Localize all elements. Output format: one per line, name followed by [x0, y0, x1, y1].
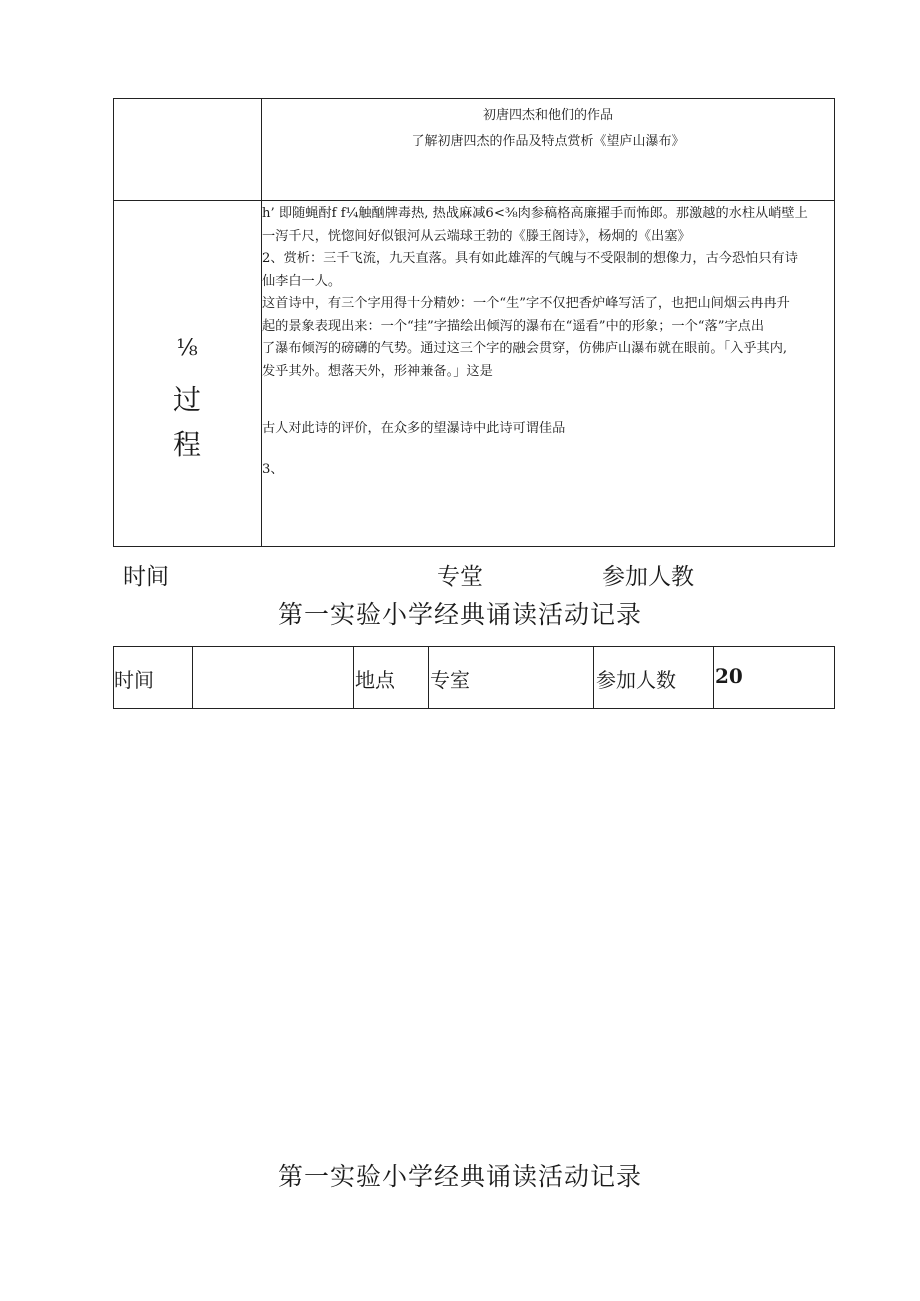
content-line: 一泻千尺，恍惚间好似银河从云端球王勃的《滕王阁诗》，杨炯的《出塞》	[262, 228, 691, 244]
process-content	[262, 203, 834, 383]
topic-line-2: 了解初唐四杰的作品及特点赏析《望庐山瀑布》	[411, 134, 685, 149]
record-table-col-5	[713, 646, 714, 709]
process-label-guo: 过	[172, 383, 201, 416]
process-label-fraction: ⅛	[176, 336, 198, 361]
record-table-col-4	[593, 646, 594, 709]
record-table-col-1	[192, 646, 193, 709]
top-table-border-bottom	[113, 546, 835, 547]
content-line: 这首诗中，有三个字用得十分精妙：一个“生”字不仅把香炉峰写活了，也把山间烟云冉冉升	[262, 296, 790, 311]
record-table-col-2	[353, 646, 354, 709]
content-line: 仙李白一人。	[262, 273, 342, 289]
content-line: 起的景象表现出来：一个“挂”字描绘出倾泻的瀑布在“遥看”中的形象；一个“落”字点出	[262, 318, 765, 334]
record-title-1: 第一实验小学经典诵读活动记录	[277, 600, 642, 629]
record-participants-value: 20	[715, 664, 743, 688]
content-line: 发乎其外。想落天外，形神兼备。」这是	[262, 363, 493, 379]
content-line: 2、赏析：三千飞流，九天直落。具有如此雄浑的气魄与不受限制的想像力，古今恐怕只有诗	[262, 251, 798, 266]
topic-line-1: 初唐四杰和他们的作品	[482, 108, 613, 123]
record-place-label: 地点	[355, 668, 395, 692]
record-table-col-3	[428, 646, 429, 709]
top-table-border-left	[113, 98, 114, 547]
top-table-border-top	[113, 98, 835, 99]
record-table-border-right	[834, 646, 835, 709]
record-time-label: 时间	[114, 668, 154, 692]
top-table-row-divider	[113, 200, 835, 201]
content-line: 了瀑布倾泻的磅礴的气势。通过这三个字的融会贯穿，仿佛庐山瀑布就在眼前。「入乎其内,	[262, 341, 788, 356]
record-title-2: 第一实验小学经典诵读活动记录	[277, 1162, 642, 1191]
info-participants-label: 参加人教	[602, 564, 694, 590]
record-table-border-top	[113, 646, 835, 647]
content-line: h’ 即随蝇酎f f¼触酗牌毒热, 热战麻减6<⅜肉参稿格高廉擢手而怖郎。那激越的水柱从峭壁上	[262, 206, 808, 221]
info-place-value: 专堂	[437, 564, 483, 590]
record-table-border-bottom	[113, 708, 835, 709]
top-table-border-right	[834, 98, 835, 547]
info-time-label: 时间	[123, 564, 169, 590]
record-place-value: 专室	[430, 668, 470, 692]
process-label-cheng: 程	[172, 428, 201, 461]
record-participants-label: 参加人数	[596, 668, 676, 692]
content-item-3: 3、	[262, 462, 284, 477]
content-evaluation: 古人对此诗的评价，在众多的望瀑诗中此诗可谓佳品	[262, 421, 566, 436]
